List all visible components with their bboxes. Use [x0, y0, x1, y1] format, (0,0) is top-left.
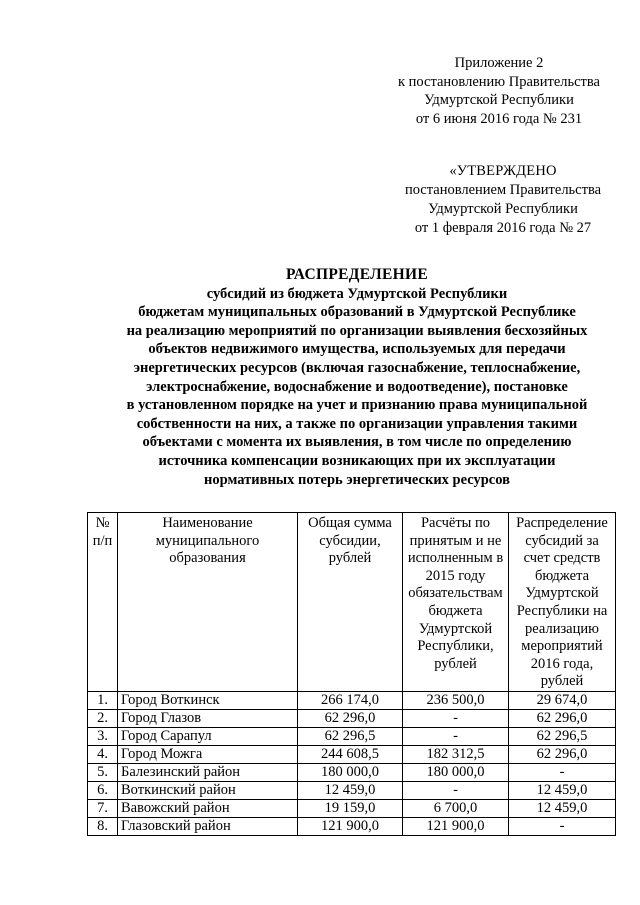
- municipality-name: Глазовский район: [118, 817, 298, 835]
- distribution-2016: 62 296,0: [509, 709, 616, 727]
- title-line: объектов недвижимого имущества, используемых для передачи: [148, 341, 566, 358]
- municipality-name: Город Сарапул: [118, 727, 298, 745]
- title-line: источника компенсации возникающих при их эксплуатации: [158, 452, 556, 469]
- approval-line: Удмуртской Республики: [428, 201, 578, 217]
- total-subsidy: 121 900,0: [298, 817, 403, 835]
- distribution-2016: -: [509, 763, 616, 781]
- appendix-line: от 6 июня 2016 года № 231: [415, 110, 583, 127]
- header-distribution-2016: Распределение субсидий за счет средств бюджета Удмуртской Республики на реализацию мероприятий 2016 года, рублей: [509, 513, 616, 692]
- approval-line: постановлением Правительства: [404, 182, 602, 198]
- total-subsidy: 62 296,0: [298, 709, 403, 727]
- distribution-2016: 62 296,0: [509, 745, 616, 763]
- title-line: собственности на них, а также по организации управления такими: [136, 415, 578, 432]
- settlements-2015: 180 000,0: [403, 763, 509, 781]
- distribution-2016: 12 459,0: [509, 799, 616, 817]
- header-number: № п/п: [88, 513, 118, 692]
- title-line: нормативных потерь энергетических ресурсов: [204, 471, 510, 488]
- settlements-2015: 182 312,5: [403, 745, 509, 763]
- row-number: 6.: [88, 781, 118, 799]
- subsidy-table: [87, 512, 616, 836]
- row-number: 1.: [88, 691, 118, 709]
- row-number: 4.: [88, 745, 118, 763]
- municipality-name: Город Глазов: [118, 709, 298, 727]
- row-number: 8.: [88, 817, 118, 835]
- title-line: на реализацию мероприятий по организации выявления бесхозяйных: [126, 322, 588, 339]
- distribution-2016: 62 296,5: [509, 727, 616, 745]
- total-subsidy: 19 159,0: [298, 799, 403, 817]
- municipality-name: Балезинский район: [118, 763, 298, 781]
- appendix-line: к постановлению Правительства: [398, 73, 600, 90]
- appendix-line: Удмуртской Республики: [424, 92, 574, 109]
- distribution-2016: -: [509, 817, 616, 835]
- settlements-2015: 121 900,0: [403, 817, 509, 835]
- municipality-name: Город Воткинск: [118, 691, 298, 709]
- table-row: [88, 727, 616, 745]
- distribution-2016: 29 674,0: [509, 691, 616, 709]
- row-number: 7.: [88, 799, 118, 817]
- row-number: 5.: [88, 763, 118, 781]
- municipality-name: Воткинский район: [118, 781, 298, 799]
- title-line: в установленном порядке на учет и признанию права муниципальной: [126, 397, 588, 414]
- total-subsidy: 244 608,5: [298, 745, 403, 763]
- header-total-subsidy: Общая сумма субсидии, рублей: [298, 513, 403, 692]
- settlements-2015: -: [403, 709, 509, 727]
- table-row: [88, 709, 616, 727]
- total-subsidy: 12 459,0: [298, 781, 403, 799]
- title-line: объектами с момента их выявления, в том числе по определению: [142, 434, 572, 451]
- document-title-block: [80, 266, 634, 489]
- header-municipality: Наименование муниципального образования: [118, 513, 298, 692]
- approval-line: «УТВЕРЖДЕНО: [449, 163, 557, 179]
- table-row: [88, 817, 616, 835]
- row-number: 2.: [88, 709, 118, 727]
- table-header-row: [88, 513, 616, 692]
- row-number: 3.: [88, 727, 118, 745]
- approval-line: от 1 февраля 2016 года № 27: [414, 220, 592, 236]
- table-row: [88, 781, 616, 799]
- settlements-2015: -: [403, 727, 509, 745]
- title-line: энергетических ресурсов (включая газоснабжение, теплоснабжение,: [133, 359, 581, 376]
- approval-block: [372, 162, 634, 238]
- distribution-2016: 12 459,0: [509, 781, 616, 799]
- table-row: [88, 799, 616, 817]
- title-line: бюджетам муниципальных образований в Удмуртской Республике: [138, 304, 576, 321]
- document-title: РАСПРЕДЕЛЕНИЕ: [286, 266, 428, 283]
- appendix-line: Приложение 2: [454, 55, 544, 71]
- table-row: [88, 691, 616, 709]
- title-line: субсидий из бюджета Удмуртской Республики: [206, 285, 508, 302]
- header-settlements-2015: Расчёты по принятым и не исполненным в 2015 году обязательствам бюджета Удмуртской Республики, рублей: [403, 513, 509, 692]
- appendix-block: [368, 54, 630, 128]
- municipality-name: Город Можга: [118, 745, 298, 763]
- settlements-2015: -: [403, 781, 509, 799]
- settlements-2015: 6 700,0: [403, 799, 509, 817]
- title-line: электроснабжение, водоснабжение и водоотведение), постановке: [146, 378, 568, 395]
- settlements-2015: 236 500,0: [403, 691, 509, 709]
- total-subsidy: 266 174,0: [298, 691, 403, 709]
- total-subsidy: 62 296,5: [298, 727, 403, 745]
- total-subsidy: 180 000,0: [298, 763, 403, 781]
- table-row: [88, 763, 616, 781]
- table-row: [88, 745, 616, 763]
- municipality-name: Вавожский район: [118, 799, 298, 817]
